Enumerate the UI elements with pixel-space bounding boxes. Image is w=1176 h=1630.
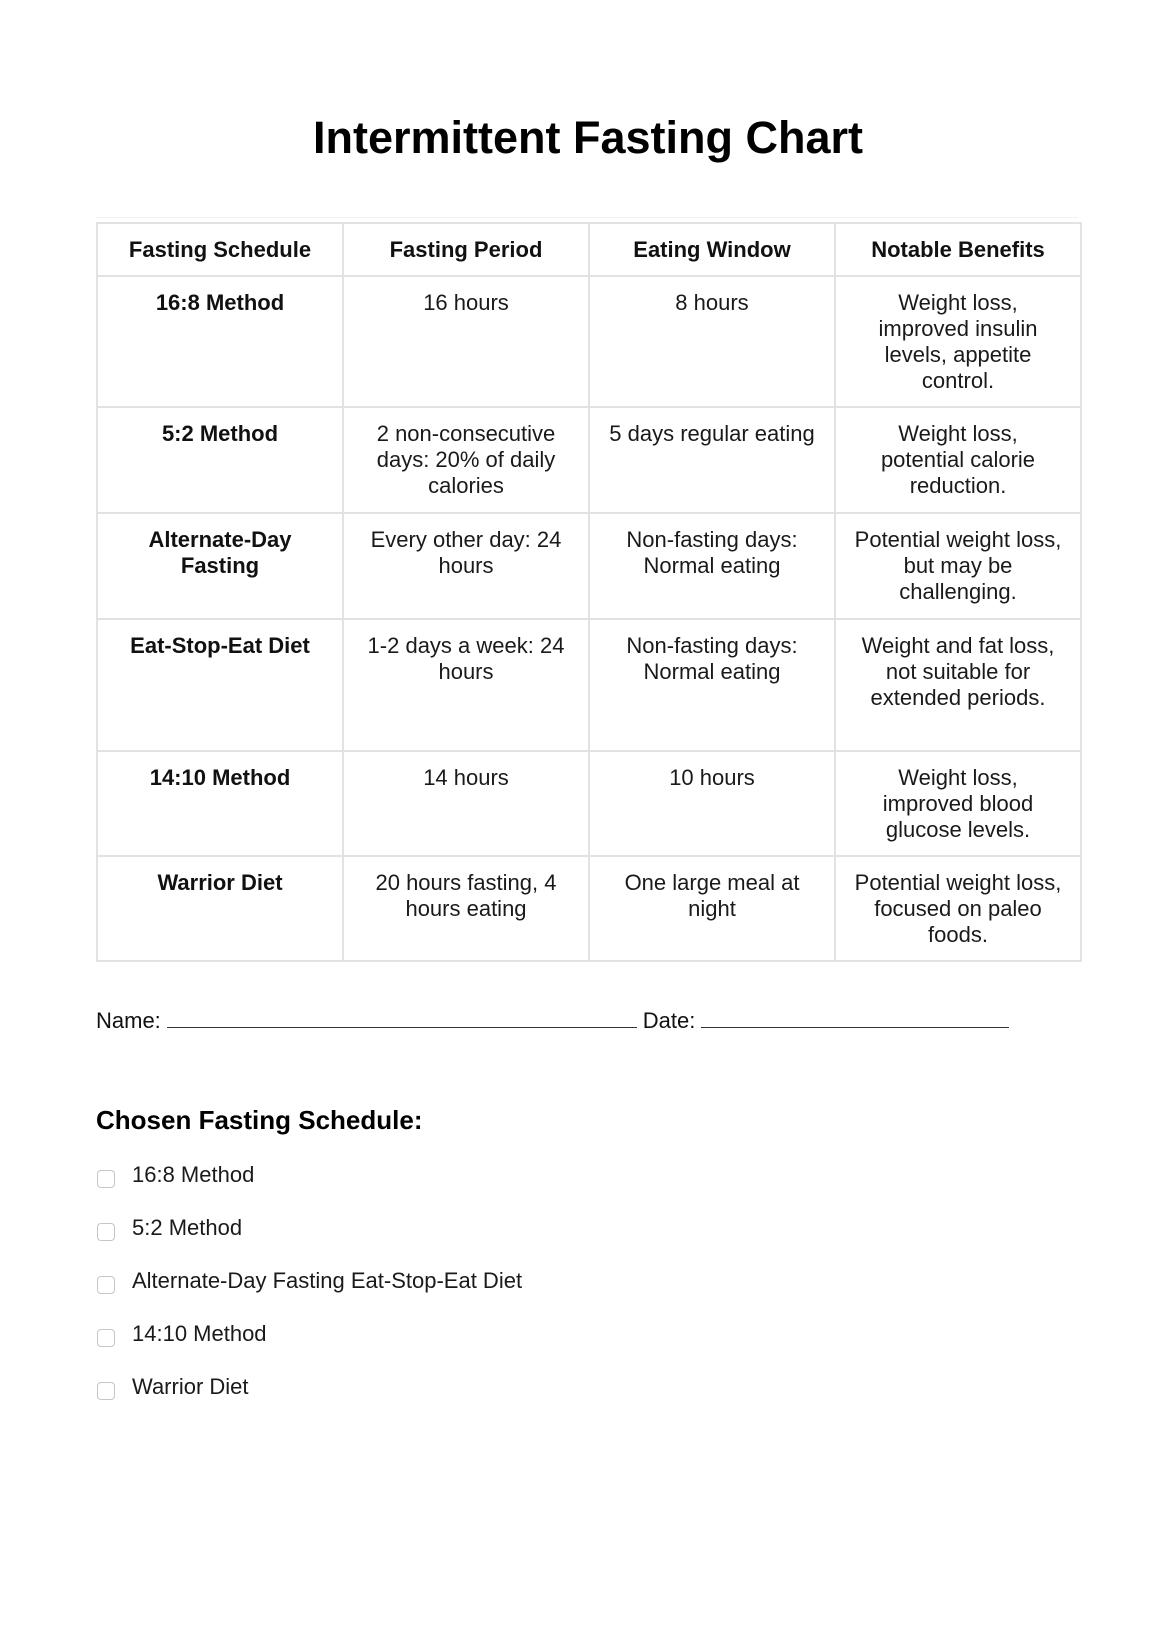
checklist-item-alternate-day-eat-stop-eat[interactable] [96, 1266, 522, 1319]
cell-benefits: Weight loss, potential calorie reduction. [835, 407, 1081, 513]
table-row [97, 513, 1081, 619]
cell-fasting-period: 14 hours [343, 751, 589, 856]
cell-fasting-period: 16 hours [343, 276, 589, 407]
cell-fasting-period: 20 hours fasting, 4 hours eating [343, 856, 589, 961]
cell-eating-window: 5 days regular eating [589, 407, 835, 513]
checklist-label: Warrior Diet [132, 1374, 249, 1399]
fasting-chart-table [96, 222, 1082, 962]
checklist-item-16-8[interactable] [96, 1160, 522, 1213]
cell-benefits: Potential weight loss, but may be challenging. [835, 513, 1081, 619]
checklist-item-warrior-diet[interactable] [96, 1372, 522, 1425]
cell-schedule: Alternate-Day Fasting [97, 513, 343, 619]
header-notable-benefits: Notable Benefits [835, 223, 1081, 276]
checklist-label: Alternate-Day Fasting Eat-Stop-Eat Diet [132, 1268, 523, 1293]
cell-benefits: Potential weight loss, focused on paleo foods. [835, 856, 1081, 961]
cell-fasting-period: 2 non-consecutive days: 20% of daily calories [343, 407, 589, 513]
checklist-item-5-2[interactable] [96, 1213, 522, 1266]
date-field[interactable] [701, 1007, 1009, 1028]
checkbox-alternate-day-eat-stop-eat[interactable] [97, 1276, 115, 1294]
cell-schedule: 14:10 Method [97, 751, 343, 856]
name-label: Name: [96, 1008, 161, 1033]
checkbox-warrior-diet[interactable] [97, 1382, 115, 1400]
table-row [97, 619, 1081, 751]
table-top-divider [96, 217, 1078, 218]
cell-eating-window: One large meal at night [589, 856, 835, 961]
header-eating-window: Eating Window [589, 223, 835, 276]
table-header-row [97, 223, 1081, 276]
checkbox-14-10[interactable] [97, 1329, 115, 1347]
checklist-label: 16:8 Method [132, 1162, 255, 1187]
chosen-schedule-heading: Chosen Fasting Schedule: [96, 1105, 423, 1135]
cell-schedule: Warrior Diet [97, 856, 343, 961]
cell-schedule: Eat-Stop-Eat Diet [97, 619, 343, 751]
cell-benefits: Weight loss, improved blood glucose levels. [835, 751, 1081, 856]
page-title: Intermittent Fasting Chart [312, 112, 864, 163]
name-field[interactable] [167, 1007, 637, 1028]
cell-benefits: Weight and fat loss, not suitable for extended periods. [835, 619, 1081, 751]
table-row [97, 276, 1081, 407]
cell-eating-window: 10 hours [589, 751, 835, 856]
table-row [97, 751, 1081, 856]
cell-eating-window: Non-fasting days: Normal eating [589, 619, 835, 751]
date-label: Date: [642, 1008, 696, 1033]
checklist-label: 14:10 Method [132, 1321, 267, 1346]
cell-fasting-period: 1-2 days a week: 24 hours [343, 619, 589, 751]
cell-schedule: 16:8 Method [97, 276, 343, 407]
cell-benefits: Weight loss, improved insulin levels, appetite control. [835, 276, 1081, 407]
header-fasting-schedule: Fasting Schedule [97, 223, 343, 276]
checkbox-16-8[interactable] [97, 1170, 115, 1188]
header-fasting-period: Fasting Period [343, 223, 589, 276]
cell-eating-window: 8 hours [589, 276, 835, 407]
cell-schedule: 5:2 Method [97, 407, 343, 513]
checkbox-5-2[interactable] [97, 1223, 115, 1241]
name-date-row [96, 1007, 1015, 1034]
cell-fasting-period: Every other day: 24 hours [343, 513, 589, 619]
cell-eating-window: Non-fasting days: Normal eating [589, 513, 835, 619]
chosen-schedule-checklist [96, 1160, 522, 1425]
checklist-item-14-10[interactable] [96, 1319, 522, 1372]
table-row [97, 856, 1081, 961]
table-row [97, 407, 1081, 513]
checklist-label: 5:2 Method [132, 1215, 243, 1240]
